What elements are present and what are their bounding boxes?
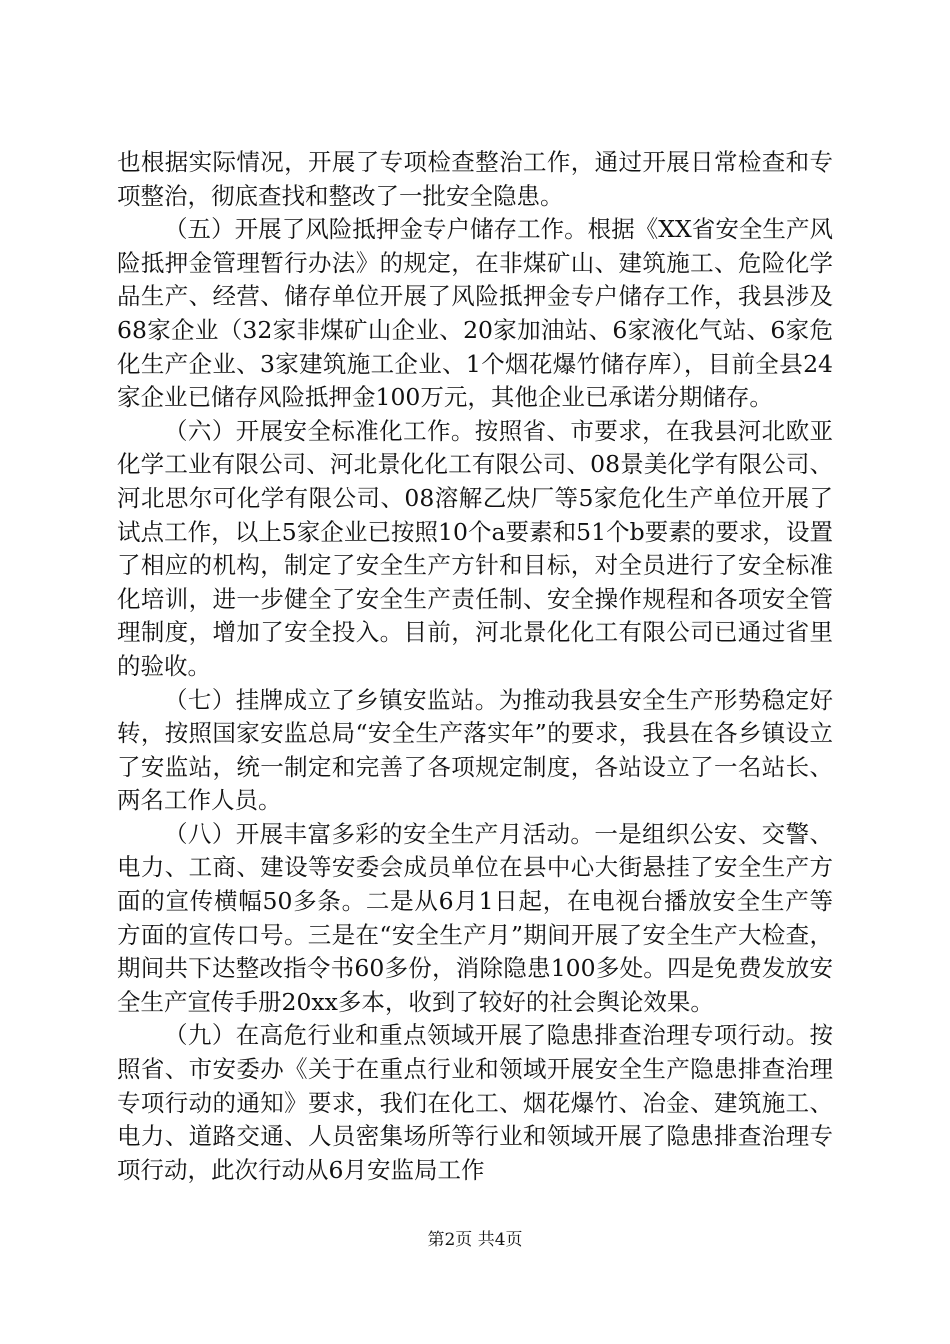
document-body bbox=[117, 146, 833, 1187]
paragraph-section-6: （六）开展安全标准化工作。按照省、市要求，在我县河北欧亚化学工业有限公司、河北景化化工有限公司、08景美化学有限公司、河北思尔可化学有限公司、08溶解乙炔厂等5家危化生产单位开展了试点工作，以上5家企业已按照10个a要素和51个b要素的要求，设置了相应的机构，制定了安全生产方针和目标，对全员进行了安全标准化培训，进一步健全了安全生产责任制、安全操作规程和各项安全管理制度，增加了安全投入。目前，河北景化化工有限公司已通过省里的验收。 bbox=[117, 416, 833, 680]
paragraph-section-9: （九）在高危行业和重点领域开展了隐患排查治理专项行动。按照省、市安委办《关于在重点行业和领域开展安全生产隐患排查治理专项行动的通知》要求，我们在化工、烟花爆竹、冶金、建筑施工、电力、道路交通、人员密集场所等行业和领域开展了隐患排查治理专项行动，此次行动从6月安监局工作 bbox=[117, 1021, 833, 1184]
page-number-footer: 第2页 共4页 bbox=[427, 1230, 523, 1250]
paragraph-section-8: （八）开展丰富多彩的安全生产月活动。一是组织公安、交警、电力、工商、建设等安委会成员单位在县中心大街悬挂了安全生产方面的宣传横幅50多条。二是从6月1日起，在电视台播放安全生产等方面的宣传口号。三是在“安全生产月”期间开展了安全生产大检查，期间共下达整改指令书60多份，消除隐患100多处。四是免费发放安全生产宣传手册20xx多本，收到了较好的社会舆论效果。 bbox=[117, 819, 833, 1016]
paragraph-continuation: 也根据实际情况，开展了专项检查整治工作，通过开展日常检查和专项整治，彻底查找和整改了一批安全隐患。 bbox=[117, 148, 833, 210]
paragraph-section-5: （五）开展了风险抵押金专户储存工作。根据《XX省安全生产风险抵押金管理暂行办法》的规定，在非煤矿山、建筑施工、危险化学品生产、经营、储存单位开展了风险抵押金专户储存工作，我县涉及68家企业（32家非煤矿山企业、20家加油站、6家液化气站、6家危化生产企业、3家建筑施工企业、1个烟花爆竹储存库），目前全县24家企业已储存风险抵押金100万元，其他企业已承诺分期储存。 bbox=[117, 215, 833, 412]
paragraph-section-7: （七）挂牌成立了乡镇安监站。为推动我县安全生产形势稳定好转，按照国家安监总局“安全生产落实年”的要求，我县在各乡镇设立了安监站，统一制定和完善了各项规定制度，各站设立了一名站长、两名工作人员。 bbox=[117, 685, 833, 815]
